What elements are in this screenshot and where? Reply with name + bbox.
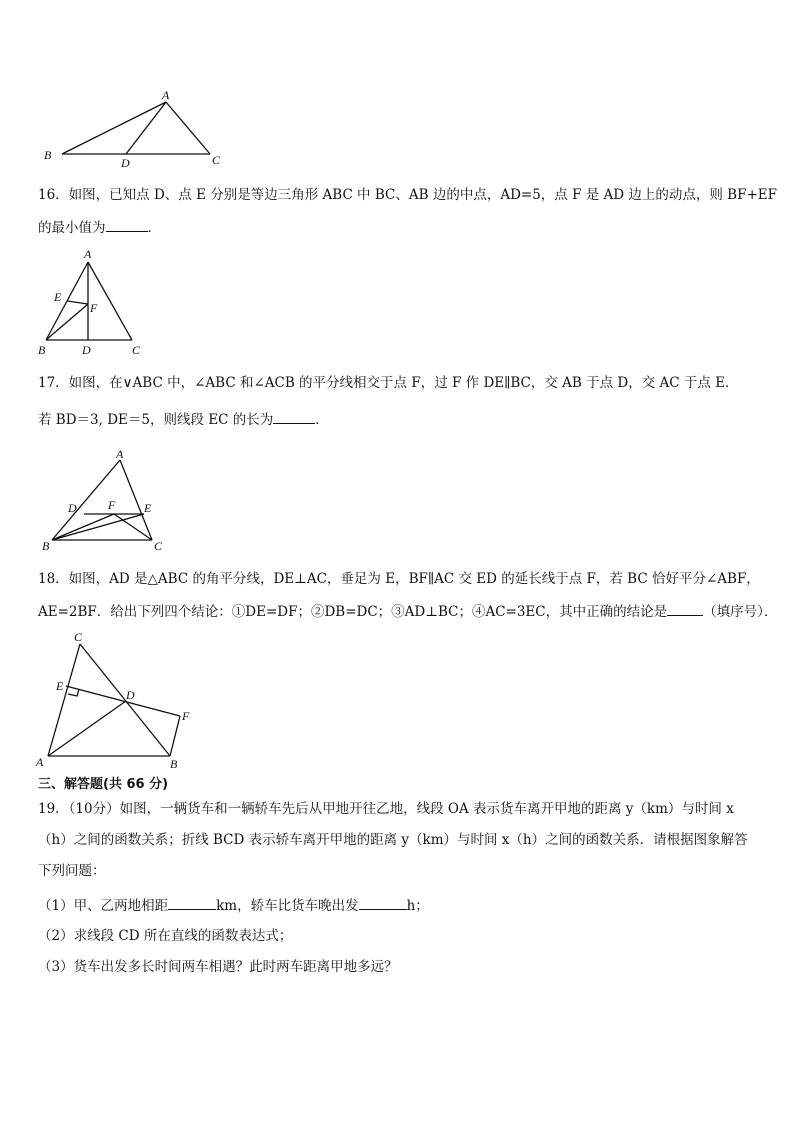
segment-be xyxy=(52,514,144,540)
figure-angle-bisectors xyxy=(38,446,178,556)
label-c: C xyxy=(154,539,163,553)
q18-line1 xyxy=(38,570,760,588)
label-e: E xyxy=(144,501,152,515)
q19-text1: 19．（10分）如图，一辆货车和一辆轿车先后从甲地开往乙地，线段 OA 表示货车离开甲地的距离 y（km）与时间 x xyxy=(38,801,734,817)
q19-line1 xyxy=(38,800,734,818)
q17-text2-end: ． xyxy=(315,412,329,428)
label-f: F xyxy=(182,709,190,723)
segment-ef xyxy=(67,301,88,304)
label-c: C xyxy=(212,153,221,167)
label-b: B xyxy=(170,757,178,771)
right-angle-mark xyxy=(68,689,79,696)
label-d: D xyxy=(126,688,135,702)
answer-blank-delay[interactable] xyxy=(359,896,407,910)
label-e: E xyxy=(56,679,64,693)
figure-angle-bisectors-svg xyxy=(38,446,178,556)
label-a: A xyxy=(116,447,124,461)
segment-ef xyxy=(66,686,180,716)
label-c: C xyxy=(74,630,83,644)
q19-line3 xyxy=(38,862,106,880)
segment-ac xyxy=(120,460,152,540)
answer-blank[interactable] xyxy=(273,410,315,424)
label-b: B xyxy=(44,148,52,162)
q19-line2 xyxy=(38,831,748,849)
segment-cb xyxy=(80,644,170,756)
segment-bf xyxy=(46,304,88,340)
label-f: F xyxy=(90,301,98,315)
q16-line2 xyxy=(38,218,161,237)
label-c: C xyxy=(132,343,141,357)
q19-sub1-mid: km，轿车比货车晚出发 xyxy=(216,898,359,914)
segment-ad xyxy=(126,102,166,154)
q19-sub1-end: h； xyxy=(406,898,429,914)
q16-line1 xyxy=(38,186,777,204)
q19-sub2 xyxy=(38,927,292,945)
label-b: B xyxy=(38,343,46,357)
q17-text1: 17．如图，在∨ABC 中，∠ABC 和∠ACB 的平分线相交于点 F，过 F 作 DE∥BC，交 AB 于点 D，交 AC 于点 E． xyxy=(38,375,739,391)
q16-text1: 16．如图，已知点 D、点 E 分别是等边三角形 ABC 中 BC、AB 边的中点，AD=5，点 F 是 AD 边上的动点，则 BF+EF xyxy=(38,187,778,203)
segment-bf xyxy=(52,514,114,540)
q18-line2 xyxy=(38,602,777,621)
q19-text3: 下列问题： xyxy=(38,863,106,879)
label-e: E xyxy=(54,290,62,304)
q18-text2-end: （填序号）． xyxy=(703,604,778,620)
label-d: D xyxy=(68,501,77,515)
label-a: A xyxy=(84,247,92,261)
label-d: D xyxy=(82,343,91,357)
q19-sub3-text: （3）货车出发多长时间两车相遇？此时两车距离甲地多远？ xyxy=(38,959,398,975)
figure-equilateral-triangle xyxy=(34,246,154,361)
q19-sub1-text: （1）甲、乙两地相距 xyxy=(38,898,169,914)
segment-ba xyxy=(62,102,166,154)
figure-bisector-perpendicular xyxy=(32,628,202,773)
figure-equilateral-triangle-svg xyxy=(34,246,154,361)
q19-sub1 xyxy=(38,896,429,915)
q17-line1 xyxy=(38,374,739,392)
label-b: B xyxy=(42,539,50,553)
answer-blank[interactable] xyxy=(667,602,703,616)
figure-bisector-perpendicular-svg xyxy=(32,628,202,773)
segment-ac xyxy=(166,102,210,154)
label-f: F xyxy=(108,498,116,512)
answer-blank-distance[interactable] xyxy=(168,896,216,910)
segment-fb xyxy=(170,716,180,756)
q19-sub2-text: （2）求线段 CD 所在直线的函数表达式； xyxy=(38,928,293,944)
q16-text2: 的最小值为 xyxy=(38,220,106,236)
q16-text2-end: ． xyxy=(147,220,161,236)
segment-ad xyxy=(48,701,126,756)
q19-sub3 xyxy=(38,958,398,976)
label-a: A xyxy=(36,755,44,769)
figure-triangle-abdc xyxy=(38,88,238,168)
q19-text2: （h）之间的函数关系；折线 BCD 表示轿车离开甲地的距离 y（km）与时间 x（h）之间的函数关系．请根据图象解答 xyxy=(38,832,748,848)
section-title-text: 三、解答题(共 66 分) xyxy=(38,777,169,792)
label-d: D xyxy=(121,156,130,170)
segment-ca xyxy=(48,644,80,756)
section-title xyxy=(38,776,168,794)
q17-text2: 若 BD＝3, DE＝5，则线段 EC 的长为 xyxy=(38,412,274,428)
q18-text1: 18．如图，AD 是△ABC 的角平分线，DE⊥AC，垂足为 E，BF∥AC 交 ED 的延长线于点 F，若 BC 恰好平分∠ABF， xyxy=(38,571,760,587)
label-a: A xyxy=(162,88,170,102)
q18-text2: AE=2BF．给出下列四个结论：①DE=DF；②DB=DC；③AD⊥BC；④AC=3EC，其中正确的结论是 xyxy=(38,604,668,620)
q17-line2 xyxy=(38,410,329,429)
answer-blank[interactable] xyxy=(106,218,148,232)
figure-triangle-abdc-svg xyxy=(38,88,238,168)
